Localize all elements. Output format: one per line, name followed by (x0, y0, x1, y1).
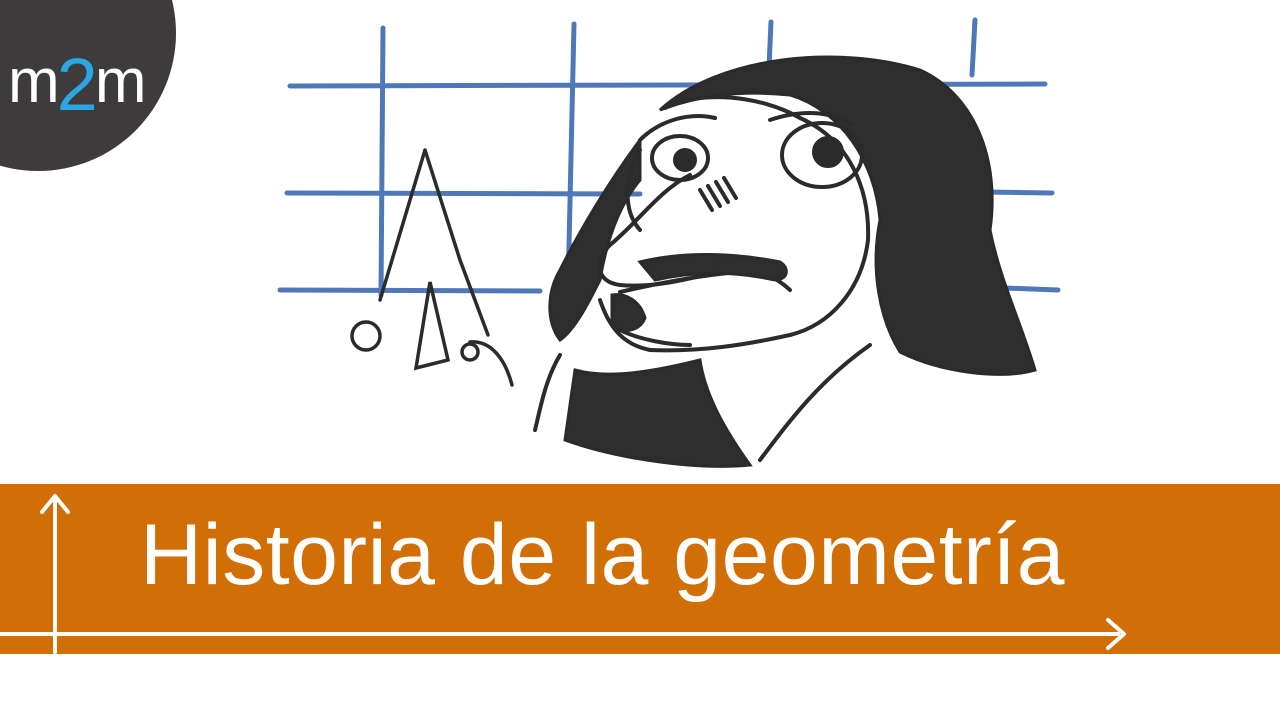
logo-m-left: m (8, 47, 59, 116)
logo-m-right: m (94, 47, 146, 116)
mustache (612, 255, 786, 331)
coat (565, 360, 750, 466)
compass-drawing (352, 150, 512, 385)
axes-arrows (0, 484, 1280, 720)
logo-two: 2 (56, 43, 97, 126)
page-title: Historia de la geometría (140, 507, 1065, 603)
